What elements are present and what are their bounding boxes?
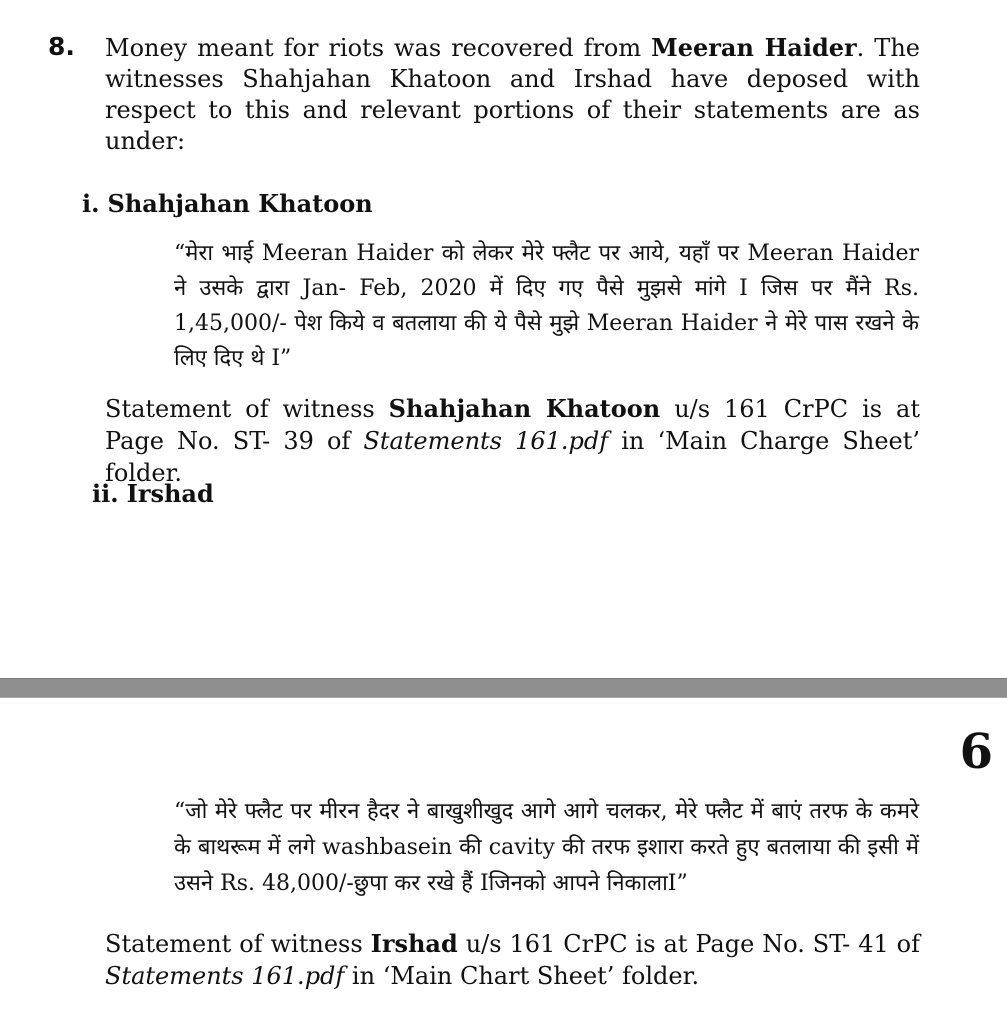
witness-citation-shahjahan [105,393,920,489]
paragraph-number: 8. [48,32,75,61]
page-break-divider [0,678,1007,698]
page-number: 6 [959,724,993,780]
citation-prefix: Statement of witness [105,395,389,423]
citation-file: Statements 161.pdf [363,427,609,455]
citation-mid: u/s 161 CrPC is at Page No. ST- 39 of [105,395,920,455]
witness-citation-irshad [105,928,920,992]
witness-numeral: i. [82,189,100,218]
citation-mid: u/s 161 CrPC is at Page No. ST- 41 of [457,930,920,958]
paragraph-intro-after: . The witnesses Shahjahan Khatoon and Irshad have deposed with respect to this and relevant portions of their statements are as under: [105,34,920,155]
paragraph-intro-name: Meeran Haider [651,33,857,62]
witness-heading-irshad [92,479,214,508]
citation-prefix: Statement of witness [105,930,371,958]
citation-name: Irshad [370,929,458,958]
witness-name: Irshad [126,479,214,508]
citation-name: Shahjahan Khatoon [388,394,661,423]
witness-heading-shahjahan [82,189,373,218]
paragraph-text [105,32,920,157]
citation-suffix: in ‘Main Charge Sheet’ folder. [105,427,921,487]
witness-numeral: ii. [92,479,119,508]
document-page-lower [0,698,1007,1024]
witness-quote-irshad: “जो मेरे फ्लैट पर मीरन हैदर ने बाखुशीखुद आगे आगे चलकर, मेरे फ्लैट में बाएं तरफ के कमरे के बाथरूम में लगे washbasein की cavity की तरफ इशारा करते हुए बतलाया की इसी में उसने Rs. 48,000/-छुपा कर रखे हैं Iजिनको आपने निकालाI” [174,799,919,896]
citation-file: Statements 161.pdf [105,962,345,990]
citation-suffix: in ‘Main Chart Sheet’ folder. [344,962,700,990]
witness-name: Shahjahan Khatoon [107,189,373,218]
witness-quote-shahjahan: “मेरा भाई Meeran Haider को लेकर मेरे फ्लैट पर आये, यहाँ पर Meeran Haider ने उसके द्वारा Jan- Feb, 2020 में दिए गए पैसे मुझसे मांगे I जिस पर मैंने Rs. 1,45,000/- पेश किये व बतलाया की ये पैसे मुझे Meeran Haider ने मेरे पास रखने के लिए दिए थे I” [174,241,919,371]
paragraph-intro-before: Money meant for riots was recovered from [105,34,652,62]
